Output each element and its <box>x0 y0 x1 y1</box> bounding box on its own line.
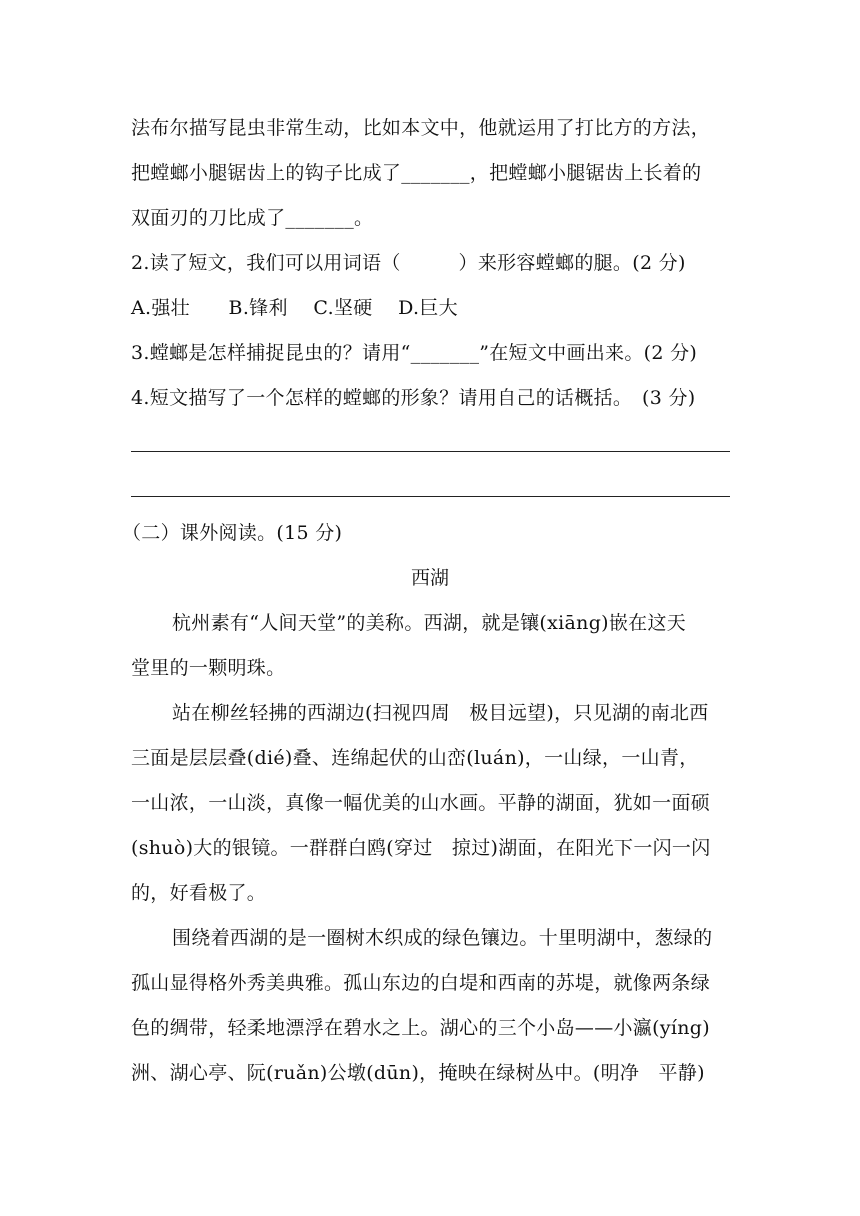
q1-text-line-3: 双面刃的刀比成了_______。 <box>131 207 374 229</box>
question-2: 2.读了短文，我们可以用词语（ ）来形容螳螂的腿。(2 分) <box>131 252 686 274</box>
para3-line-4: 洲、湖心亭、阮(ruǎn)公墩(dūn)，掩映在绿树丛中。(明净 平静) <box>131 1062 705 1084</box>
answer-line-2[interactable] <box>131 496 730 497</box>
para3-line-2: 孤山显得格外秀美典雅。孤山东边的白堤和西南的苏堤，就像两条绿 <box>131 972 711 994</box>
para2-line-2: 三面是层层叠(dié)叠、连绵起伏的山峦(luán)，一山绿，一山青， <box>131 747 699 769</box>
q1-text-line-1: 法布尔描写昆虫非常生动，比如本文中，他就运用了打比方的方法， <box>131 117 711 139</box>
para2-line-5: 的，好看极了。 <box>131 882 267 904</box>
para2-line-1: 站在柳丝轻拂的西湖边(扫视四周 极目远望)，只见湖的南北西 <box>172 702 709 724</box>
para2-line-4: (shuò)大的银镜。一群群白鸥(穿过 掠过)湖面，在阳光下一闪一闪 <box>131 837 711 859</box>
q1-text-line-2: 把螳螂小腿锯齿上的钩子比成了_______，把螳螂小腿锯齿上长着的 <box>131 162 702 184</box>
para1-line-1: 杭州素有“人间天堂”的美称。西湖，就是镶(xiāng)嵌在这天 <box>172 612 687 634</box>
para3-line-3: 色的绸带，轻柔地漂浮在碧水之上。湖心的三个小岛——小瀛(yíng) <box>131 1017 710 1039</box>
question-3: 3.螳螂是怎样捕捉昆虫的？请用“_______”在短文中画出来。(2 分) <box>131 342 698 364</box>
para3-line-1: 围绕着西湖的是一圈树木织成的绿色镶边。十里明湖中，葱绿的 <box>172 927 713 949</box>
question-2-options: A.强壮 B.锋利 C.坚硬 D.巨大 <box>131 297 458 319</box>
question-4: 4.短文描写了一个怎样的螳螂的形象？请用自己的话概括。 (3 分) <box>131 387 696 409</box>
section-two-heading: （二）课外阅读。(15 分) <box>122 522 343 544</box>
para2-line-3: 一山浓，一山淡，真像一幅优美的山水画。平静的湖面，犹如一面硕 <box>131 792 711 814</box>
passage-title: 西湖 <box>410 567 449 589</box>
answer-line-1[interactable] <box>131 451 730 452</box>
para1-line-2: 堂里的一颗明珠。 <box>131 657 286 679</box>
